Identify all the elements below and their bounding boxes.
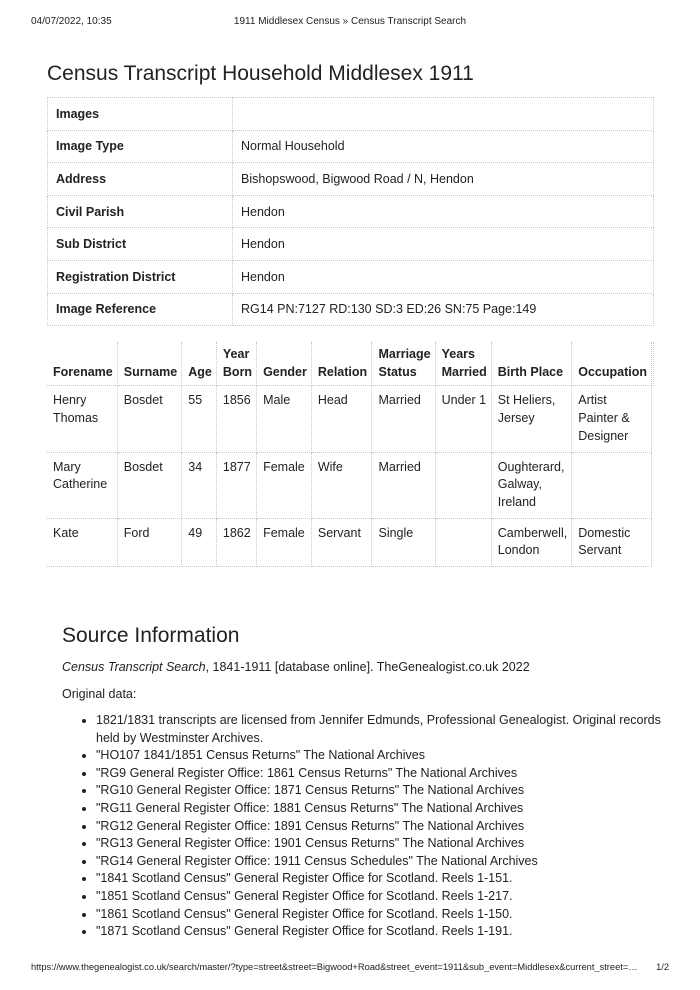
col-occupation: Occupation <box>572 342 652 386</box>
household-members-table <box>47 342 654 567</box>
col-spacer <box>652 342 654 386</box>
list-item: • "RG14 General Register Office: 1911 Census Schedules" The National Archives <box>96 853 666 871</box>
col-forename: Forename <box>47 342 117 386</box>
info-row-civil-parish <box>48 195 654 228</box>
info-row-address <box>48 163 654 196</box>
table-row <box>47 386 654 452</box>
page-title: Census Transcript Household Middlesex 1911 <box>47 62 474 85</box>
col-gender: Gender <box>257 342 312 386</box>
info-label: Civil Parish <box>48 195 233 228</box>
info-row-registration-district <box>48 260 654 293</box>
cell-occupation <box>572 452 652 518</box>
list-item: • "1841 Scotland Census" General Register Office for Scotland. Reels 1-151. <box>96 870 666 888</box>
info-value: Bishopswood, Bigwood Road / N, Hendon <box>233 163 654 196</box>
cell-age: 55 <box>182 386 217 452</box>
col-birth-place: Birth Place <box>491 342 572 386</box>
col-relation: Relation <box>311 342 372 386</box>
cell-marriage-status: Married <box>372 386 435 452</box>
info-value: RG14 PN:7127 RD:130 SD:3 ED:26 SN:75 Page:149 <box>233 293 654 326</box>
source-information-heading: Source Information <box>62 624 240 647</box>
household-info-table <box>47 97 654 326</box>
cell-year-born: 1862 <box>216 518 256 566</box>
list-item: • 1821/1831 transcripts are licensed from Jennifer Edmunds, Professional Genealogist. Original records held by Westminster Archives. <box>96 712 666 747</box>
col-marriage-status: Marriage Status <box>372 342 435 386</box>
col-surname: Surname <box>117 342 182 386</box>
table-row <box>47 518 654 566</box>
col-years-married: Years Married <box>435 342 491 386</box>
info-value: Hendon <box>233 195 654 228</box>
cell-age: 49 <box>182 518 217 566</box>
cell-marriage-status: Married <box>372 452 435 518</box>
cell-forename: Mary Catherine <box>47 452 117 518</box>
info-value <box>233 98 654 131</box>
cell-relation: Servant <box>311 518 372 566</box>
info-row-images <box>48 98 654 131</box>
list-item: • "RG10 General Register Office: 1871 Census Returns" The National Archives <box>96 782 666 800</box>
list-item: • "RG13 General Register Office: 1901 Census Returns" The National Archives <box>96 835 666 853</box>
cell-forename: Henry Thomas <box>47 386 117 452</box>
source-citation <box>62 660 530 674</box>
original-data-label: Original data: <box>62 687 137 701</box>
cell-forename: Kate <box>47 518 117 566</box>
cell-year-born: 1856 <box>216 386 256 452</box>
cell-years-married: Under 1 <box>435 386 491 452</box>
citation-details: , 1841-1911 [database online]. TheGenealogist.co.uk 2022 <box>205 660 530 674</box>
cell-birth-place: Oughterard, Galway, Ireland <box>491 452 572 518</box>
print-page-title: 1911 Middlesex Census » Census Transcript Search <box>233 16 467 27</box>
col-year-born: Year Born <box>216 342 256 386</box>
list-item: • "1871 Scotland Census" General Register Office for Scotland. Reels 1-191. <box>96 923 666 941</box>
info-label: Image Type <box>48 130 233 163</box>
cell-gender: Female <box>257 452 312 518</box>
list-item: • "RG9 General Register Office: 1861 Census Returns" The National Archives <box>96 765 666 783</box>
cell-surname: Bosdet <box>117 452 182 518</box>
info-label: Sub District <box>48 228 233 261</box>
cell-marriage-status: Single <box>372 518 435 566</box>
cell-years-married <box>435 518 491 566</box>
info-label: Registration District <box>48 260 233 293</box>
cell-surname: Bosdet <box>117 386 182 452</box>
cell-gender: Female <box>257 518 312 566</box>
cell-occupation: Artist Painter & Designer <box>572 386 652 452</box>
cell-surname: Ford <box>117 518 182 566</box>
info-row-image-type <box>48 130 654 163</box>
list-item: • "1861 Scotland Census" General Register Office for Scotland. Reels 1-150. <box>96 906 666 924</box>
col-age: Age <box>182 342 217 386</box>
table-header-row <box>47 342 654 386</box>
cell-year-born: 1877 <box>216 452 256 518</box>
cell-age: 34 <box>182 452 217 518</box>
page-url: https://www.thegenealogist.co.uk/search/master/?type=street&street=Bigwood+Road&street_event=1911&sub_event=Middlesex&current_street=… <box>31 962 638 972</box>
print-footer <box>31 962 669 976</box>
citation-database-name: Census Transcript Search <box>62 660 206 674</box>
table-row <box>47 452 654 518</box>
cell-years-married <box>435 452 491 518</box>
print-date: 04/07/2022, 10:35 <box>31 16 112 27</box>
info-value: Normal Household <box>233 130 654 163</box>
source-list <box>62 712 666 941</box>
cell-occupation: Domestic Servant <box>572 518 652 566</box>
cell-gender: Male <box>257 386 312 452</box>
info-row-sub-district <box>48 228 654 261</box>
info-value: Hendon <box>233 228 654 261</box>
info-row-image-reference <box>48 293 654 326</box>
cell-relation: Wife <box>311 452 372 518</box>
list-item: • "RG12 General Register Office: 1891 Census Returns" The National Archives <box>96 818 666 836</box>
cell-relation: Head <box>311 386 372 452</box>
cell-birth-place: Camberwell, London <box>491 518 572 566</box>
page-number: 1/2 <box>656 962 669 972</box>
info-label: Images <box>48 98 233 131</box>
info-label: Address <box>48 163 233 196</box>
list-item: • "HO107 1841/1851 Census Returns" The National Archives <box>96 747 666 765</box>
list-item: • "RG11 General Register Office: 1881 Census Returns" The National Archives <box>96 800 666 818</box>
info-label: Image Reference <box>48 293 233 326</box>
list-item: • "1851 Scotland Census" General Register Office for Scotland. Reels 1-217. <box>96 888 666 906</box>
print-header <box>31 16 669 30</box>
cell-birth-place: St Heliers, Jersey <box>491 386 572 452</box>
info-value: Hendon <box>233 260 654 293</box>
